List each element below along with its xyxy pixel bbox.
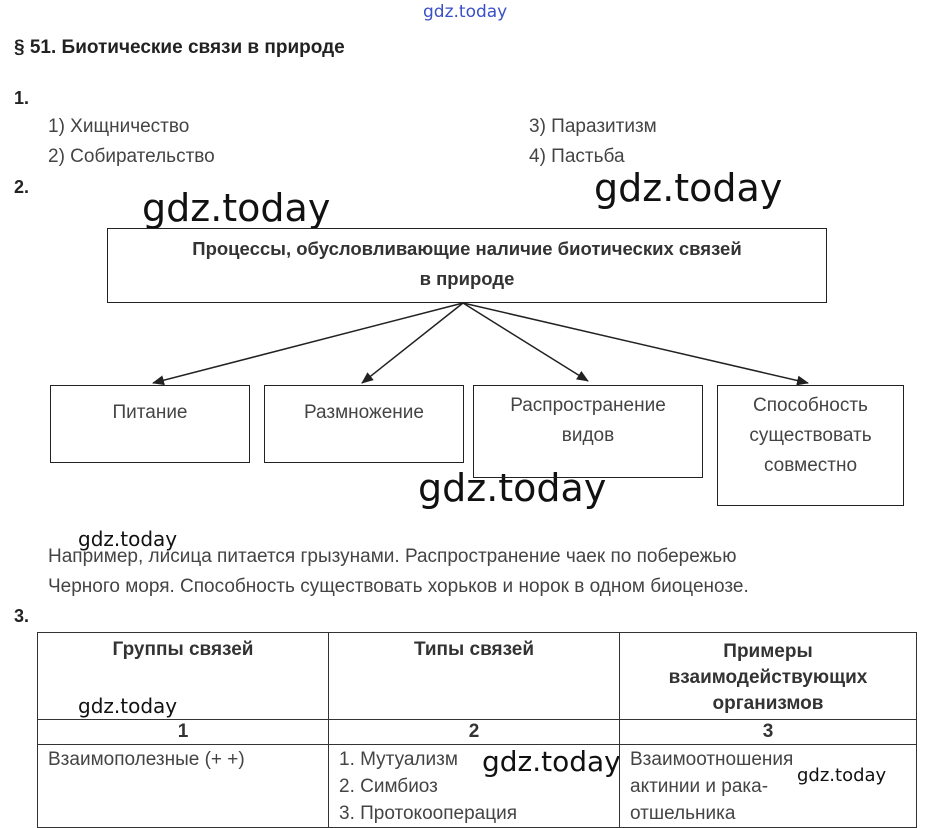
task2-number: 2. <box>14 177 30 197</box>
box3-line1: Распространение <box>510 395 666 416</box>
table-row <box>38 745 917 828</box>
watermark-top: gdz.today <box>423 2 508 22</box>
task1-item-2: 2) Собирательство <box>48 146 215 167</box>
diagram-box-distribution <box>473 385 703 478</box>
root-box-line1: Процессы, обусловливающие наличие биотических связей <box>192 238 742 259</box>
box2-line1: Размножение <box>304 402 424 423</box>
diagram-box-coexistence <box>717 385 904 506</box>
watermark-5: gdz.today <box>78 527 178 551</box>
col-number-1: 1 <box>38 720 329 745</box>
watermark-7: gdz.today <box>482 745 621 778</box>
relations-table <box>37 632 917 828</box>
watermark-4: gdz.today <box>418 466 607 510</box>
header-examples: Примеры взаимодействующих организмов <box>620 633 917 720</box>
diagram-box-reproduction <box>264 385 464 463</box>
arrow-to-box-2 <box>362 303 463 383</box>
col-number-3: 3 <box>620 720 917 745</box>
header-groups: Группы связей <box>38 633 329 720</box>
task1-item-1: 1) Хищничество <box>48 116 190 137</box>
arrow-to-box-1 <box>153 303 463 383</box>
table-column-numbers-row <box>38 720 917 745</box>
table-header-row <box>38 633 917 720</box>
task3-number: 3. <box>14 606 30 626</box>
arrow-to-box-4 <box>463 303 808 383</box>
box4-line1: Способность <box>753 395 868 416</box>
box3-line2: видов <box>561 425 615 446</box>
watermark-8: gdz.today <box>797 765 887 786</box>
header-types: Типы связей <box>329 633 620 720</box>
cell-types: 1. Мутуализм 2. Симбиоз 3. Протокооперация <box>329 745 620 828</box>
arrow-to-box-3 <box>463 303 588 381</box>
box4-line2: существовать <box>749 425 872 446</box>
diagram-box-nutrition <box>50 385 250 463</box>
cell-group: Взаимополезные (+ +) <box>38 745 329 828</box>
watermark-6: gdz.today <box>78 694 178 718</box>
task2-paragraph <box>48 542 749 602</box>
page-title: § 51. Биотические связи в природе <box>14 37 345 58</box>
task1-number: 1. <box>14 88 30 108</box>
cell-example: Взаимоотношения актинии и рака- отшельника <box>620 745 917 828</box>
paragraph-line2: Черного моря. Способность существовать хорьков и норок в одном биоценозе. <box>48 576 749 597</box>
paragraph-line1: Например, лисица питается грызунами. Распространение чаек по побережью <box>48 546 737 567</box>
col-number-2: 2 <box>329 720 620 745</box>
root-box-line2: в природе <box>419 268 515 289</box>
task1-item-4: 4) Пастьба <box>529 146 625 167</box>
box4-line3: совместно <box>763 455 858 476</box>
box1-line1: Питание <box>112 402 188 423</box>
watermark-3: gdz.today <box>594 166 783 210</box>
task1-item-3: 3) Паразитизм <box>529 116 657 137</box>
watermark-2: gdz.today <box>142 186 331 230</box>
